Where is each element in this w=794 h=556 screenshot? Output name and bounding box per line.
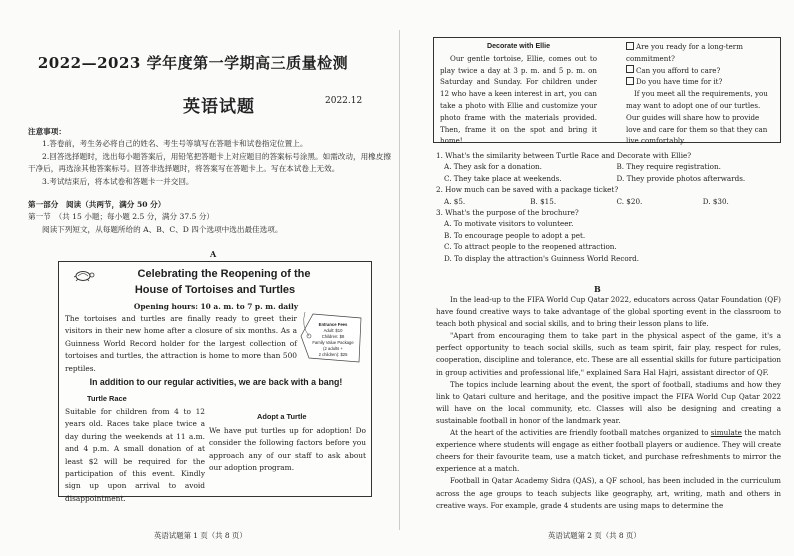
entrance-fee-tag: [299, 308, 367, 368]
checkbox-icon: [626, 77, 634, 85]
paragraph: In the lead-up to the FIFA World Cup Qatar 2022, educators across Qatar Foundation (QF) have found creative ways to take advantage of the global sporting event in the classroom to teach both physical and social skills, and to bring their lesson plans to life.: [436, 295, 781, 329]
checkbox-icon: [626, 42, 634, 50]
note-item: 2.回答选择题时，选出每小题答案后，用铅笔把答题卡上对应题目的答案标号涂黑。如需改动，用橡皮擦干净后，再选涂其他答案标号。回答非选择题时，将答案写在答题卡上。写在本试卷上无效。: [28, 151, 391, 174]
subject-title: 英语试题: [183, 97, 255, 117]
passage-a-label: A: [210, 249, 217, 259]
underlined-word: simulate: [710, 428, 742, 438]
decorate-title: Decorate with Ellie: [486, 42, 551, 50]
adopt-checklist: [626, 41, 776, 147]
question-options: [436, 161, 781, 172]
question-options: [436, 196, 781, 207]
question-stem: 3. What's the purpose of the brochure?: [436, 208, 579, 218]
passage-b: [436, 294, 781, 512]
brochure-continued: [433, 37, 781, 146]
brochure-title-line1: Celebrating the Reopening of the: [137, 268, 311, 280]
option: D. $30.: [702, 196, 729, 206]
option: C. To attract people to the reopened attraction.: [444, 242, 617, 252]
checklist-item: Are you ready for a long-term commitment?: [626, 42, 743, 63]
turtle-race-title: Turtle Race: [87, 394, 127, 403]
option: B. They require registration.: [616, 162, 721, 172]
fee-line: Children: $8: [321, 334, 345, 339]
part-one-heading: 第一部分 阅读（共两节，满分 50 分）: [28, 200, 166, 209]
question-options: [436, 173, 781, 184]
fee-line: Family Value Package: [312, 340, 354, 345]
paragraph: "Apart from encouraging them to take part in the physical aspect of the game, it's a perfect opportunity to teach social skills, such as team spirit, fair play, respect for rules, cooperation, discipline and tolerance, etc. These are all essential skills for future participation in group activities and professional life," explained Sara Hal Hajri, assistant director of QF.: [436, 331, 781, 377]
checkbox-icon: [626, 65, 634, 73]
fee-line: Entrance Fees: [318, 322, 348, 327]
instruction-text: 阅读下列短文，从每题所给的 A、B、C、D 四个选项中选出最佳选项。: [42, 224, 283, 234]
fee-line: Adult: $10: [323, 328, 343, 333]
turtle-race-text: Suitable for children from 4 to 12 years old. Races take place twice a day during the weekends at 11 a.m. and 4 p.m. A small donation of at least $2 will be required for the participation of this event. Kindly sign up upon arrival to avoid disappointment.: [65, 407, 205, 503]
option: C. $20.: [616, 196, 643, 206]
paragraph: The topics include learning about the event, the sport of football, stadiums and how they link to Qatari culture and heritage, and the positive impact the FIFA World Cup Qatar 2022 will have on the local community, etc. Classes will also be designing and creating a sustainable football in honor of the landmark year.: [436, 379, 781, 425]
passage-b-label: B: [594, 284, 601, 294]
exam-notes: [28, 126, 393, 188]
checklist-item: Do you have time for it?: [626, 76, 776, 88]
option: B. $15.: [530, 196, 557, 206]
opening-hours: Opening hours: 10 a. m. to 7 p. m. daily: [133, 302, 299, 311]
fee-line: (2 adults +: [323, 346, 343, 351]
option: B. To encourage people to adopt a pet.: [444, 230, 586, 240]
note-item: 3.考试结束后，将本试卷和答题卡一并交回。: [42, 176, 194, 186]
brochure-headline: In addition to our regular activities, we are back with a bang!: [89, 377, 343, 387]
section-one-heading: 第一节 （共 15 小题；每小题 2.5 分，满分 37.5 分）: [28, 212, 215, 222]
question-stem: 1. What's the similarity between Turtle Race and Decorate with Ellie?: [436, 151, 692, 160]
option: A. $5.: [444, 196, 466, 206]
option: A. To motivate visitors to volunteer.: [444, 219, 574, 229]
exam-date: 2022.12: [325, 96, 363, 106]
decorate-text: Our gentle tortoise, Ellie, comes out to play twice a day at 3 p. m. and 5 p. m. on Saturday and Sunday. For children under 12 who have a keen interest in art, you can take a photo with Ellie and customize your photo frame with the materials provided. Then, frame it on the spot and bring it home!: [440, 53, 597, 146]
adopt-title: Adopt a Turtle: [257, 412, 307, 421]
brochure-title-line2: House of Tortoises and Turtles: [134, 284, 296, 296]
section-header: [28, 199, 393, 236]
right-page: [400, 0, 794, 556]
paragraph: Football in Qatar Academy Sidra (QAS), a QF school, has been included in the curriculum across the age groups to teach subjects like geography, art, writing, math and others in creative ways. For example, grade 4 students are using maps to determine the: [436, 476, 781, 510]
option: D. They provide photos afterwards.: [616, 173, 746, 183]
paragraph-with-underline: At the heart of the activities are friendly football matches organized to simulate the match experience where students will engage as either football players or audience. They will create cheers for their favourite team, use a match ticket, and purchase refreshments to mirror the experience at a match.: [436, 428, 781, 474]
brochure-intro: The tortoises and turtles are finally ready to greet their visitors in their new home after a closure of six months. As a Guinness World Record holder for the largest collection of tortoises and turtles, the attraction is home to more than 500 reptiles.: [65, 314, 297, 373]
checklist-item: Can you afford to care?: [626, 65, 776, 77]
option: C. They take place at weekends.: [444, 173, 562, 183]
option: D. To display the attraction's Guinness World Record.: [444, 253, 640, 263]
decorate-section: [440, 41, 597, 147]
page-footer: 英语试题第 2 页（共 8 页）: [548, 531, 641, 540]
entrance-fee-text: [305, 322, 361, 358]
questions: [436, 150, 781, 264]
question-stem: 2. How much can be saved with a package ticket?: [436, 185, 619, 195]
adopt-text: We have put turtles up for adoption! Do consider the following factors before you approach any of our staff to ask about our adoption program.: [209, 426, 366, 473]
fee-line: 2 children): $25: [318, 352, 348, 357]
note-item: 1.答卷前，考生务必将自己的姓名、考生号等填写在答题卡和试卷指定位置上。: [42, 139, 308, 149]
exam-title: 2022—2023 学年度第一学期高三质量检测: [37, 54, 349, 72]
option: A. They ask for a donation.: [444, 162, 542, 172]
adopt-closing: If you meet all the requirements, you may want to adopt one of our turtles. Our guides will share how to provide love and care for them so that they can live comfortably.: [626, 89, 768, 146]
brochure-title: [65, 266, 365, 298]
turtle-brochure: [58, 261, 372, 503]
page-footer: 英语试题第 1 页（共 8 页）: [154, 531, 247, 540]
notes-heading: 注意事项：: [28, 127, 66, 136]
